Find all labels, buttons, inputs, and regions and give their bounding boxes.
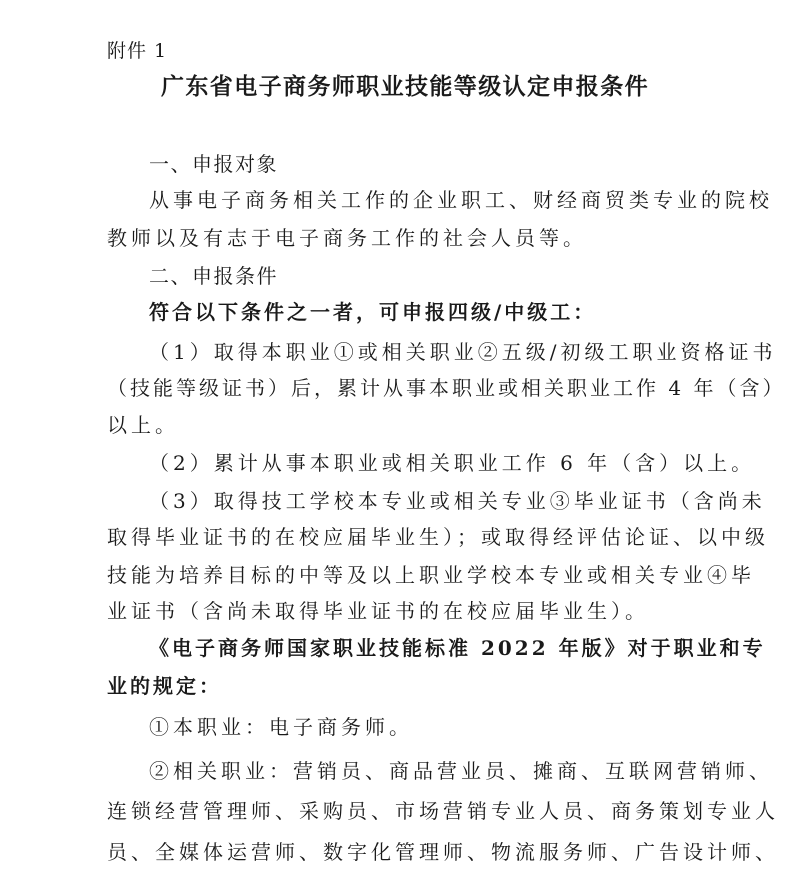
standard-reference: 《电子商务师国家职业技能标准 2022 年版》对于职业和专 xyxy=(149,636,766,660)
standard-reference: 业的规定： xyxy=(107,674,222,698)
paragraph-line: 业证书（含尚未取得毕业证书的在校应届毕业生）。 xyxy=(107,599,649,623)
paragraph-line: 取得毕业证书的在校应届毕业生）；或取得经评估论证、以中级 xyxy=(107,525,769,549)
attachment-label: 附件 1 xyxy=(107,40,168,62)
paragraph-line: （2）累计从事本职业或相关职业工作 6 年（含）以上。 xyxy=(149,451,756,475)
paragraph-line: 连锁经营管理师、采购员、市场营销专业人员、商务策划专业人 xyxy=(107,799,779,823)
paragraph-line: 技能为培养目标的中等及以上职业学校本专业或相关专业④毕 xyxy=(107,563,755,587)
paragraph-line: 员、全媒体运营师、数字化管理师、物流服务师、广告设计师、 xyxy=(107,840,779,864)
paragraph-line: ②相关职业：营销员、商品营业员、摊商、互联网营销师、 xyxy=(149,759,773,783)
section-heading-conditions: 二、申报条件 xyxy=(149,264,278,288)
paragraph-line: （技能等级证书）后，累计从事本职业或相关职业工作 4 年（含） xyxy=(107,376,786,400)
paragraph-line: 从事电子商务相关工作的企业职工、财经商贸类专业的院校 xyxy=(149,188,773,212)
paragraph-line: ①本职业：电子商务师。 xyxy=(149,715,413,739)
conditions-intro: 符合以下条件之一者，可申报四级/中级工： xyxy=(149,300,597,324)
paragraph-line: （1）取得本职业①或相关职业②五级/初级工职业资格证书 xyxy=(149,340,777,364)
paragraph-line: 教师以及有志于电子商务工作的社会人员等。 xyxy=(107,226,587,250)
document-title: 广东省电子商务师职业技能等级认定申报条件 xyxy=(161,74,649,100)
section-heading-applicants: 一、申报对象 xyxy=(149,152,278,176)
paragraph-line: （3）取得技工学校本专业或相关专业③毕业证书（含尚未 xyxy=(149,489,766,513)
paragraph-line: 以上。 xyxy=(107,413,179,437)
